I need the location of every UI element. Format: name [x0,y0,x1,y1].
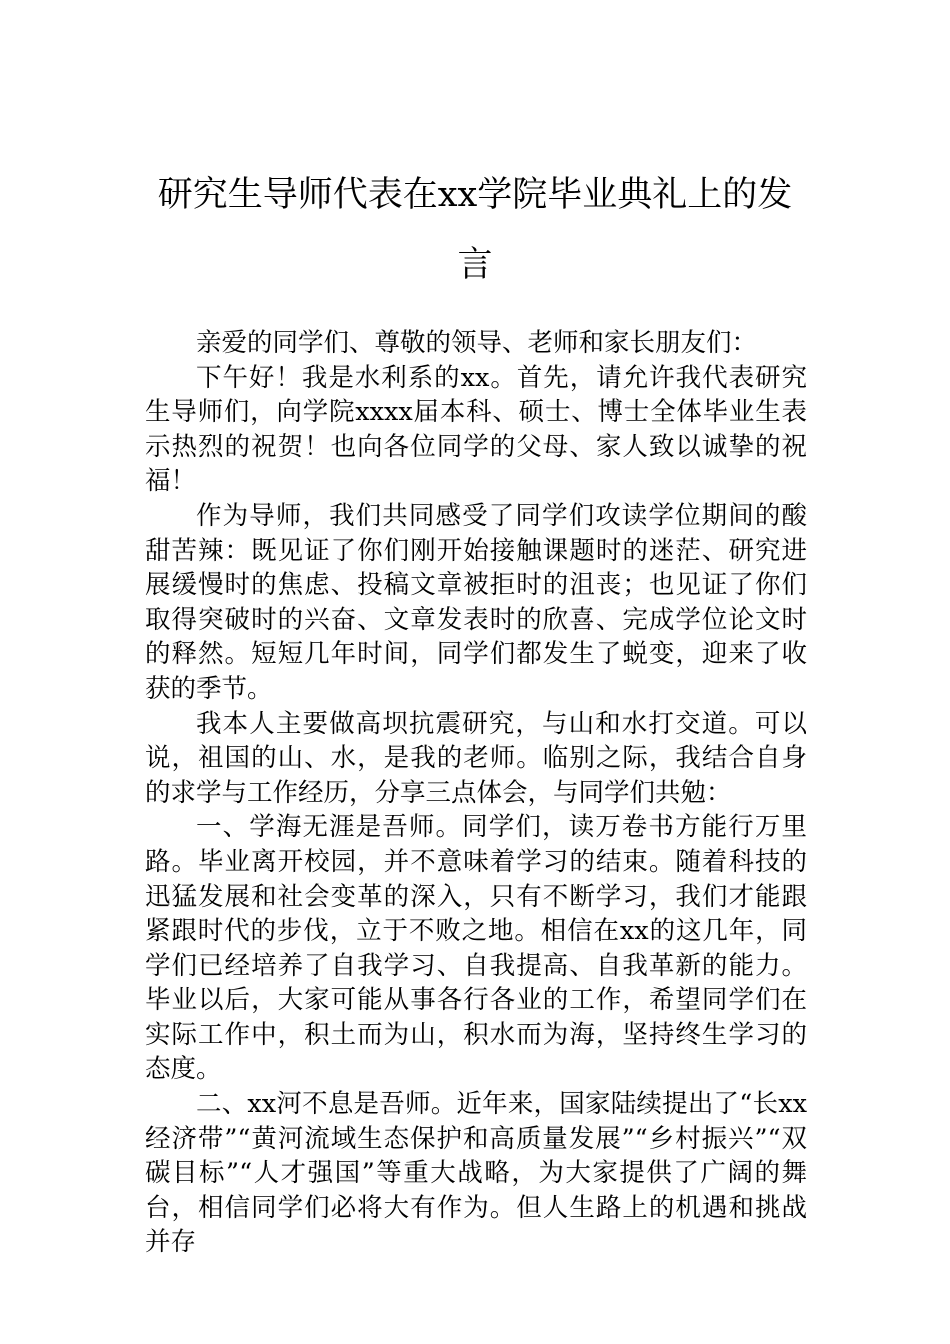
document-body [145,326,807,1260]
greeting-paragraph: 亲爱的同学们、尊敬的领导、老师和家长朋友们： [196,328,758,358]
mentor-reflection-paragraph: 作为导师，我们共同感受了同学们攻读学位期间的酸甜苦辣：既见证了你们刚开始接触课题时的迷茫、研究进展缓慢时的焦虑、投稿文章被拒时的沮丧；也见证了你们取得突破时的兴奋、文章发表时的欣喜、完成学位论文时的释然。短短几年时间，同学们都发生了蜕变，迎来了收获的季节。 [145,500,807,704]
point-one-paragraph: 一、学海无涯是吾师。同学们，读万卷书方能行万里路。毕业离开校园，并不意味着学习的结束。随着科技的迅猛发展和社会变革的深入，只有不断学习，我们才能跟紧跟时代的步伐，立于不败之地。相信在xx的这几年，同学们已经培养了自我学习、自我提高、自我革新的能力。毕业以后，大家可能从事各行各业的工作，希望同学们在实际工作中，积土而为山，积水而为海，坚持终生学习的态度。 [145,812,807,1085]
point-two-paragraph: 二、xx河不息是吾师。近年来，国家陆续提出了“长xx经济带”“黄河流域生态保护和高质量发展”“乡村振兴”“双碳目标”“人才强国”等重大战略，为大家提供了广阔的舞台，相信同学们必将大有作为。但人生路上的机遇和挑战并存 [145,1089,807,1258]
opening-paragraph: 下午好！我是水利系的xx。首先，请允许我代表研究生导师们，向学院xxxx届本科、硕士、博士全体毕业生表示热烈的祝贺！也向各位同学的父母、家人致以诚挚的祝福！ [145,362,807,497]
document-title: 研究生导师代表在xx学院毕业典礼上的发言 [157,175,793,285]
research-intro-paragraph: 我本人主要做高坝抗震研究，与山和水打交道。可以说，祖国的山、水，是我的老师。临别之际，我结合自身的求学与工作经历，分享三点体会，与同学们共勉： [145,708,807,808]
